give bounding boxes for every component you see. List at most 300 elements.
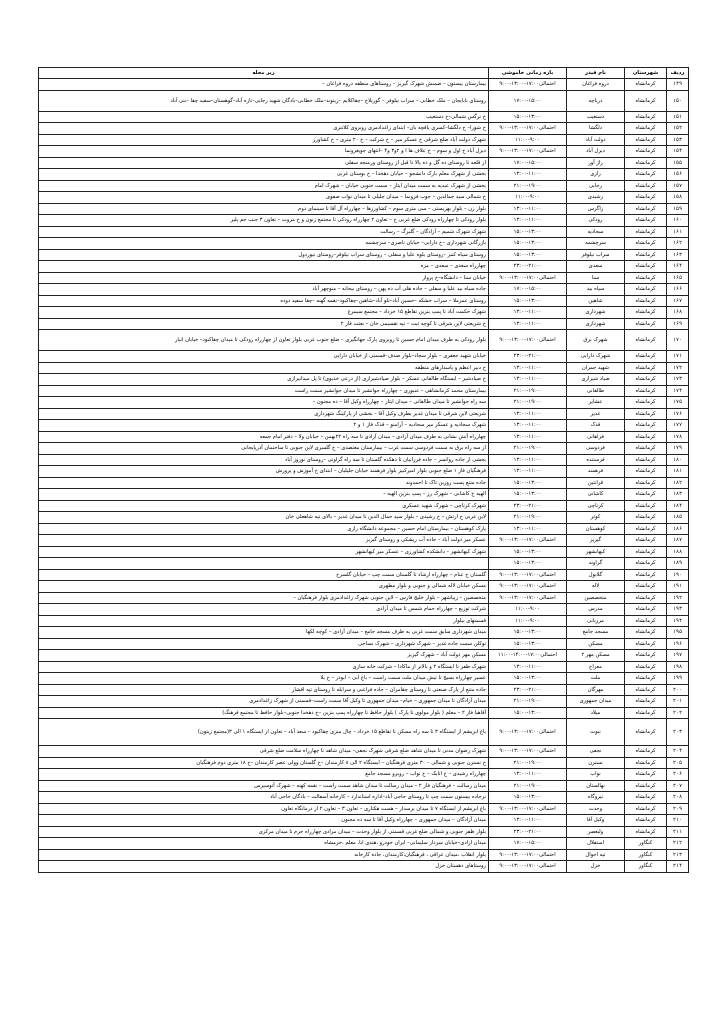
cell-city: کرمانشاه — [625, 111, 667, 123]
cell-row-number: ۱۹۷ — [667, 650, 689, 662]
cell-time: ۲۳:۰۰-۲۱:۰۰ — [489, 351, 567, 363]
cell-row-number: ۱۶۲ — [667, 238, 689, 250]
cell-row-number: ۱۷۹ — [667, 443, 689, 455]
cell-time: ۲۱:۰۰-۱۹:۰۰ — [489, 780, 567, 792]
cell-feeder: مدرس — [567, 604, 625, 616]
cell-row-number: ۱۶۶ — [667, 284, 689, 296]
header-row-number: ردیف — [667, 68, 689, 79]
cell-city: کرمانشاه — [625, 489, 667, 501]
table-row — [39, 180, 689, 192]
cell-time: ۱۵:۰۰-۱۳:۰۰ — [489, 673, 567, 685]
cell-row-number: ۱۹۲ — [667, 592, 689, 604]
cell-time: ۱۳:۰۰-۱۱:۰۰ — [489, 420, 567, 432]
cell-feeder: شاهین — [567, 295, 625, 307]
cell-area: خ صیادشیر – ایستگاه طالقانی عسکر – بلوار صیادشیرازی (از درعی خدیوی) تا پل میدانیرازی — [39, 374, 489, 386]
cell-feeder: دلگشا — [567, 123, 625, 135]
cell-row-number: ۲۱۳ — [667, 849, 689, 861]
cell-time: ۱۳:۰۰-۱۱:۰۰ — [489, 523, 567, 535]
cell-row-number: ۱۸۱ — [667, 466, 689, 478]
cell-area: روستای بابایجان – ملک خطابی – سراب نیلوفر – گوریلاج –چقاکلایم –زینوند–ملک خطابی–بادگان شهید رجایی–تازه آباد–گوهستان–سفید چقا –بنی آباد — [39, 90, 489, 111]
cell-row-number: ۱۸۰ — [667, 454, 689, 466]
cell-time: ۱۷:۰۰-۱۵:۰۰ — [489, 838, 567, 850]
cell-area: شهرک سجادیه و عسکر میر سجادیه – آرامنو – فدک فاز ۱ و ۲ — [39, 420, 489, 432]
cell-city: کرمانشاه — [625, 238, 667, 250]
cell-feeder: زاگرس — [567, 203, 625, 215]
cell-time: ۱۳:۰۰-۱۱:۰۰ — [489, 318, 567, 330]
cell-city: کرمانشاه — [625, 604, 667, 616]
cell-area: جاده سیاه بید علیا و سفلی – جاده هلی آب ده پهن – روستای بیجانه – منوچهر آباد — [39, 284, 489, 296]
cell-city: کرمانشاه — [625, 769, 667, 781]
cell-city: کرمانشاه — [625, 746, 667, 758]
cell-feeder: میدان جمهوری — [567, 696, 625, 708]
cell-row-number: ۱۸۵ — [667, 512, 689, 524]
cell-feeder: رازی — [567, 169, 625, 181]
cell-area: بلوار انقلاب ،میدان عراقی ، فرهنگیان،کارمندان، جاده کارخانه — [39, 849, 489, 861]
cell-feeder: دیزل آباد — [567, 146, 625, 158]
cell-time: ۱۵:۰۰-۱۳:۰۰ — [489, 638, 567, 650]
table-row — [39, 500, 689, 512]
cell-row-number: ۱۶۸ — [667, 307, 689, 319]
cell-city: کرمانشاه — [625, 351, 667, 363]
cell-area: شهرک کرناچی – شهرک شهید عسکری — [39, 500, 489, 512]
cell-area: بلوار رودکی به طرف میدان امام حسین تا روبروی پارک جهانگیری – ضلع جنوب غربی بلوار تعاون از چهارراه رودکی تا میدان چقاکبود– خیابان انبار — [39, 330, 489, 351]
cell-area: میدان شهرداری سابق سمت غربی به طرف مسجد جامع – میدان آزادی – کوچه لکها — [39, 627, 489, 639]
cell-row-number: ۲۰۶ — [667, 769, 689, 781]
cell-feeder: دروه فراغان — [567, 79, 625, 91]
cell-area: عسیر چهارراه بسیج تا تیش میدان ملت سمت راست – باغ ابی – ابوذر – خ بلا — [39, 673, 489, 685]
cell-city: کرمانشاه — [625, 318, 667, 330]
header-area: زیر محله — [39, 68, 489, 79]
cell-time: احتمالی۱۷:۰۰-۱۳:۰۰-۹:۰۰ — [489, 272, 567, 284]
cell-row-number: ۱۷۸ — [667, 431, 689, 443]
cell-city: کنگاور — [625, 838, 667, 850]
cell-city: کرمانشاه — [625, 215, 667, 227]
cell-time: ۱۵:۰۰-۱۳:۰۰ — [489, 238, 567, 250]
cell-feeder: شهرک دارایی — [567, 351, 625, 363]
cell-area: خ شورا– خ دلگشا–کسری یاقچه بان– ابتدای زاغدادمری روبروی کلانتری — [39, 123, 489, 135]
cell-feeder: کوهستان — [567, 523, 625, 535]
cell-time: ۲۱:۰۰-۱۹:۰۰ — [489, 385, 567, 397]
cell-time: احتمالی۱۷:۰۰-۱۳:۰۰-۹:۰۰ — [489, 719, 567, 746]
table-row — [39, 79, 689, 91]
cell-city: کرمانشاه — [625, 792, 667, 804]
cell-time: ۱۵:۰۰-۱۳:۰۰ — [489, 707, 567, 719]
table-row — [39, 454, 689, 466]
cell-area: آقاهیا فاز ۲ – معلم ( بلوار مولوی تا پارک ) بلوار حافظ تا چهارراه پمپ بنزین –خ دهخدا جنوبی–بلوار حافظ تا مجتمع فرهنگ) — [39, 707, 489, 719]
cell-feeder: عشایر — [567, 397, 625, 409]
cell-row-number: ۱۷۶ — [667, 408, 689, 420]
cell-row-number: ۱۵۳ — [667, 134, 689, 146]
table-row — [39, 673, 689, 685]
cell-area: شهرک کیهانشهر – دانشکده کشاورزی – عسکر میر کیهانشهر — [39, 546, 489, 558]
cell-area: مسکن مهر دولت آباد – شهرک گیریز — [39, 650, 489, 662]
cell-city: کرمانشاه — [625, 203, 667, 215]
table-row — [39, 592, 689, 604]
cell-time: ۱۵:۰۰-۱۳:۰۰ — [489, 792, 567, 804]
table-header-row — [39, 68, 689, 79]
cell-time: احتمالی۱۷:۰۰-۱۳:۰۰-۹:۰۰ — [489, 861, 567, 873]
cell-feeder: سراب نیلوفر — [567, 249, 625, 261]
cell-time: احتمالی۱۷:۰۰-۱۳:۰۰-۹:۰۰ — [489, 79, 567, 91]
cell-row-number: ۱۷۲ — [667, 362, 689, 374]
table-row — [39, 512, 689, 524]
table-row — [39, 111, 689, 123]
cell-city: کرمانشاه — [625, 397, 667, 409]
cell-city: کرمانشاه — [625, 684, 667, 696]
cell-area: بلوار رودکی تا چهارراه رودکی ضلع غربی خ – تعاون ۲ چهارراه رودکی تا مجتمع زنون و خ مروت – تعاون ۳ جنب جم پلیر — [39, 215, 489, 227]
cell-area: خ شمالی سید جمالدین – جوب فرونما – میدان جلیلی تا میدان نواب صفوی — [39, 192, 489, 204]
cell-row-number: ۱۵۴ — [667, 146, 689, 158]
table-row — [39, 443, 689, 455]
table-row — [39, 330, 689, 351]
table-row — [39, 318, 689, 330]
cell-time: ۱۱:۰۰-۹:۰۰ — [489, 604, 567, 616]
cell-time: ۱۳:۰۰-۱۱:۰۰ — [489, 408, 567, 420]
cell-row-number: ۱۴۹ — [667, 79, 689, 91]
cell-area: جاده متنع از پارک صنعتی تا روستای چقامران – جاده فراغنی و سرابله تا روستای تپه افشار — [39, 684, 489, 696]
cell-feeder: دریاچه — [567, 90, 625, 111]
table-row — [39, 477, 689, 489]
cell-row-number: ۱۶۷ — [667, 295, 689, 307]
cell-row-number: ۲۰۰ — [667, 684, 689, 696]
cell-area: عسکر میر دولت آباد – جاده آب ریشکی و روستای گیریز — [39, 535, 489, 547]
cell-area: شهرک دولت آباد ضلع شرقی خ عسکر میر – خ شرکت – خ ۲۰ متری – خ کشاورز — [39, 134, 489, 146]
table-row — [39, 769, 689, 781]
cell-city: کرمانشاه — [625, 673, 667, 685]
cell-feeder: سیاه بید — [567, 284, 625, 296]
cell-feeder: کاشانی — [567, 489, 625, 501]
cell-feeder: سرچشمه — [567, 238, 625, 250]
cell-city: کرمانشاه — [625, 815, 667, 827]
cell-city: کرمانشاه — [625, 408, 667, 420]
cell-feeder: مرزبانی — [567, 615, 625, 627]
cell-row-number: ۱۹۸ — [667, 661, 689, 673]
cell-feeder: فرستنده — [567, 454, 625, 466]
cell-city: کرمانشاه — [625, 226, 667, 238]
cell-area: روستای سیاه کمر –روستای یلوه علیا و سفلی – روستای سراب نیلوفر–روستای نیوردول — [39, 249, 489, 261]
cell-area: خ نسترن جنوبی و شمالی – ۳۰ متری فرهنگیان – ایستگاه ۲ الی ۸ کارمندان –خ گلستان وولی عصر کارمندان –خ ۱۸ متری دوم فرهنگیان — [39, 757, 489, 769]
cell-row-number: ۱۹۶ — [667, 638, 689, 650]
cell-area: از سه راه برق به سمت فردوسی سمت غرب – بیمارستان معتضدی – خ گلسری لاین جنوبی تا ساختمان آذرپایجانی — [39, 443, 489, 455]
cell-time: ۱۳:۰۰-۱۱:۰۰ — [489, 307, 567, 319]
cell-time: احتمالی۱۷:۰۰-۱۳:۰۰-۹:۰۰ — [489, 569, 567, 581]
table-row — [39, 746, 689, 758]
cell-time: ۱۱:۰۰-۹:۰۰ — [489, 615, 567, 627]
cell-city: کنگاور — [625, 849, 667, 861]
cell-row-number: ۱۸۸ — [667, 546, 689, 558]
cell-row-number: ۱۶۰ — [667, 215, 689, 227]
cell-time: ۲۱:۰۰-۱۹:۰۰ — [489, 512, 567, 524]
table-row — [39, 272, 689, 284]
cell-area: لاین غربی خ ارتش – خ رشیدی – بلوار سید جمال الدین تا میدان غدیر – بالای تپه شاهعلی خان — [39, 512, 489, 524]
table-row — [39, 838, 689, 850]
cell-area: چهارراه سعدی – سعدی – مزه — [39, 261, 489, 273]
cell-feeder: سنا — [567, 272, 625, 284]
cell-row-number: ۲۰۴ — [667, 746, 689, 758]
cell-feeder: کرناچی — [567, 500, 625, 512]
table-row — [39, 192, 689, 204]
cell-time: ۱۷:۰۰-۱۵:۰۰ — [489, 90, 567, 111]
cell-feeder: رودکی — [567, 215, 625, 227]
cell-city: کرمانشاه — [625, 362, 667, 374]
table-row — [39, 826, 689, 838]
cell-row-number: ۱۶۱ — [667, 226, 689, 238]
cell-city: کرمانشاه — [625, 696, 667, 708]
table-row — [39, 558, 689, 570]
cell-row-number: ۱۵۶ — [667, 169, 689, 181]
cell-city: کرمانشاه — [625, 454, 667, 466]
cell-city: کرمانشاه — [625, 650, 667, 662]
cell-area: توکلن سمت جاده غدیر – شهرک شهرداری – شهرک نساجی — [39, 638, 489, 650]
cell-row-number: ۱۶۵ — [667, 272, 689, 284]
cell-time: ۱۳:۰۰-۱۱:۰۰ — [489, 215, 567, 227]
cell-feeder: معراج — [567, 661, 625, 673]
cell-feeder: شهرک برق — [567, 330, 625, 351]
cell-time: ۱۷:۰۰-۱۵:۰۰ — [489, 284, 567, 296]
cell-feeder: فراهانی — [567, 431, 625, 443]
cell-row-number: ۱۷۱ — [667, 351, 689, 363]
cell-time: ۱۳:۰۰-۱۱:۰۰ — [489, 431, 567, 443]
cell-time: ۱۳:۰۰-۱۱:۰۰ — [489, 362, 567, 374]
cell-area: میدان آزادگان – میدان جمهوری – چهارراه وکیل آقا تا سه ده مجنون — [39, 815, 489, 827]
table-row — [39, 546, 689, 558]
table-row — [39, 307, 689, 319]
table-row — [39, 134, 689, 146]
cell-row-number: ۱۷۳ — [667, 374, 689, 386]
cell-city: کرمانشاه — [625, 385, 667, 397]
table-row — [39, 757, 689, 769]
cell-feeder: تپه احوال — [567, 849, 625, 861]
cell-feeder: ملت — [567, 673, 625, 685]
cell-city: کرمانشاه — [625, 295, 667, 307]
cell-time: ۱۵:۰۰-۱۳:۰۰ — [489, 295, 567, 307]
cell-feeder: شهرداری — [567, 307, 625, 319]
cell-time: ۱۵:۰۰-۱۳:۰۰ — [489, 558, 567, 570]
cell-time: ۱۱:۰۰-۹:۰۰ — [489, 192, 567, 204]
cell-time: احتمالی۱۷:۰۰-۱۳:۰۰-۹:۰۰ — [489, 592, 567, 604]
cell-feeder: سعدی — [567, 261, 625, 273]
cell-row-number: ۲۰۳ — [667, 719, 689, 746]
cell-city: کرمانشاه — [625, 627, 667, 639]
cell-city: کرمانشاه — [625, 500, 667, 512]
cell-feeder: وحدت — [567, 803, 625, 815]
cell-city: کرمانشاه — [625, 284, 667, 296]
table-row — [39, 696, 689, 708]
cell-row-number: ۱۸۶ — [667, 523, 689, 535]
cell-city: کرمانشاه — [625, 180, 667, 192]
cell-city: کرمانشاه — [625, 146, 667, 158]
cell-feeder: فردوسی — [567, 443, 625, 455]
cell-time: احتمالی۱۷:۰۰-۱۳:۰۰-۹:۰۰ — [489, 581, 567, 593]
cell-time: ۲۳:۰۰-۲۱:۰۰ — [489, 826, 567, 838]
cell-area: چهارراه رشیدی – خ اتابک – خ نواب – روبرو مسجد جامع — [39, 769, 489, 781]
cell-feeder: نسترن — [567, 757, 625, 769]
cell-row-number: ۱۶۴ — [667, 261, 689, 273]
cell-city: کرمانشاه — [625, 523, 667, 535]
header-feeder: نام فیدر — [567, 68, 625, 79]
cell-row-number: ۱۹۹ — [667, 673, 689, 685]
table-row — [39, 351, 689, 363]
cell-time: ۲۱:۰۰-۱۹:۰۰ — [489, 757, 567, 769]
table-row — [39, 803, 689, 815]
cell-city: کرمانشاه — [625, 261, 667, 273]
cell-city: کرمانشاه — [625, 803, 667, 815]
cell-time: ۲۱:۰۰-۱۹:۰۰ — [489, 696, 567, 708]
cell-area: قسمتهای بیلوار — [39, 615, 489, 627]
cell-time: ۱۳:۰۰-۱۱:۰۰ — [489, 454, 567, 466]
cell-time: احتمالی۱۷:۰۰-۱۳:۰۰-۹:۰۰ — [489, 849, 567, 861]
cell-time: احتمالی۱۷:۰۰-۱۳:۰۰-۹:۰۰ — [489, 803, 567, 815]
cell-row-number: ۱۹۰ — [667, 569, 689, 581]
table-row — [39, 123, 689, 135]
cell-row-number: ۲۰۹ — [667, 803, 689, 815]
cell-city: کرمانشاه — [625, 466, 667, 478]
cell-area: شهرک شهرک شمیم – آزادگان – گلبرگ – رسالت — [39, 226, 489, 238]
table-row — [39, 226, 689, 238]
cell-feeder: نبوت — [567, 719, 625, 746]
cell-time: ۲۳:۰۰-۲۱:۰۰ — [489, 261, 567, 273]
header-city: شهرستان — [625, 68, 667, 79]
table-row — [39, 203, 689, 215]
cell-feeder: خزل — [567, 861, 625, 873]
cell-row-number: ۱۸۷ — [667, 535, 689, 547]
cell-row-number: ۱۹۳ — [667, 604, 689, 616]
table-row — [39, 780, 689, 792]
cell-area: مسکن خیابان لاله شمالی و جنوبی و بلوار مطهری — [39, 581, 489, 593]
cell-feeder: شهرداری — [567, 318, 625, 330]
cell-feeder: سجادیه — [567, 226, 625, 238]
cell-area: بیمارستان بیستون – ضمنش شهرک گیریز – روستاهای منطقه دروه فراغان – — [39, 79, 489, 91]
cell-area: میدان رسالت – فرهنگیان فاز ۲ – میدان رسالت تا میدان شاهد سمت راست – نقمه کهنه – شهرک آتوسیرس — [39, 780, 489, 792]
cell-city: کرمانشاه — [625, 826, 667, 838]
table-row — [39, 90, 689, 111]
cell-time: احتمالی۱۷:۰۰-۱۳:۰۰-۹:۰۰ — [489, 123, 567, 135]
cell-city: کرمانشاه — [625, 512, 667, 524]
cell-city: کرمانشاه — [625, 661, 667, 673]
cell-city: کرمانشاه — [625, 558, 667, 570]
cell-feeder: غدیر — [567, 408, 625, 420]
table-row — [39, 535, 689, 547]
cell-area: شهرک ظفر تا ایستگاه ۲ و بالاتر از ماکادا – شرکت خانه سازی — [39, 661, 489, 673]
cell-feeder: صیاد شیرازی — [567, 374, 625, 386]
cell-area: بخشی از شهرک معلم بارک دانشجو – خیابان دهخدا – خ بوستان غربی — [39, 169, 489, 181]
cell-city: کرمانشاه — [625, 757, 667, 769]
cell-area: شهرک حکمت آباد تا پمپ بنزین تقاطع ۱۵ خرداد – مجتمع سیمرغ — [39, 307, 489, 319]
cell-row-number: ۲۰۷ — [667, 780, 689, 792]
cell-feeder: فدک — [567, 420, 625, 432]
cell-feeder: شهید جمران — [567, 362, 625, 374]
table-row — [39, 238, 689, 250]
cell-feeder: قرانتین — [567, 477, 625, 489]
cell-area: بیمارستان محمد کرمانشاهی – عنبوری – چهارراه جوانشیر تا میدان جوانشیر سمت راست — [39, 385, 489, 397]
cell-feeder: کوثر — [567, 512, 625, 524]
table-row — [39, 362, 689, 374]
cell-area: روستای عمرملا – سراب خشکه –حسین آباد–تلو آباد–شاهین–چقاکبود–نقمه گهنه –چقا سفید دوده — [39, 295, 489, 307]
cell-feeder: دولت آباد — [567, 134, 625, 146]
cell-time: ۱۳:۰۰-۱۱:۰۰ — [489, 203, 567, 215]
cell-row-number: ۲۱۰ — [667, 815, 689, 827]
cell-area: باغ ابریشم از ایستگاه ۷ تا میدان برسدار – هست هکتاری – تعاون ۳ – تعاون ۲ از درمانگاه تعاون — [39, 803, 489, 815]
cell-area: جاده متنع پست روزین تاک تا احمدوند — [39, 477, 489, 489]
cell-area: خ دبیر اعظم و پاسدارهای منطقه — [39, 362, 489, 374]
cell-row-number: ۱۵۱ — [667, 111, 689, 123]
cell-area: برجاده بیستون سمت چپ تا روستای حاجی آباد–اداره استاندارد – کارخانه آسفالت – بادگان حاجی آباد — [39, 792, 489, 804]
cell-area: خیابان سنا – دانشگاه–خ پرواز — [39, 272, 489, 284]
table-row — [39, 420, 689, 432]
cell-feeder: مسجد جامع — [567, 627, 625, 639]
cell-city: کرمانشاه — [625, 157, 667, 169]
cell-time: احتمالی۱۷:۰۰-۱۳:۰۰-۹:۰۰ — [489, 330, 567, 351]
cell-row-number: ۲۱۴ — [667, 861, 689, 873]
table-row — [39, 849, 689, 861]
cell-city: کرمانشاه — [625, 134, 667, 146]
cell-city: کرمانشاه — [625, 249, 667, 261]
cell-row-number: ۱۹۱ — [667, 581, 689, 593]
cell-area: متخصصین – زیباشهر – بلوار خلیج فارس – لاین جنوبی شهرک زاغدادمری بلوار فرهنگیان – — [39, 592, 489, 604]
cell-city: کرمانشاه — [625, 535, 667, 547]
cell-area: بخشی از جاده رواتسر – جاده فرزانیان تا دهکده گلستان تا سه راه گراونی –روستای نوروز آباد — [39, 454, 489, 466]
cell-area: پارک کوهستان – بیمارستان امام حسین – مجموعه دانشگاه رازی — [39, 523, 489, 535]
cell-time: احتمالی۱۷:۰۰-۱۳:۰۰-۹:۰۰ — [489, 746, 567, 758]
cell-time: ۱۵:۰۰-۱۳:۰۰ — [489, 627, 567, 639]
cell-row-number: ۱۸۴ — [667, 500, 689, 512]
cell-area: باغ ابریشم از ایستگاه ۳ تا سه راه مسکن تا تقاطع ۱۵ خرداد – چال منزی چقاکبود – سعد آباد – تعاون از ایستگاه ۱ الی ۳(مجتمع زیتون) — [39, 719, 489, 746]
cell-city: کرمانشاه — [625, 546, 667, 558]
cell-city: کرمانشاه — [625, 169, 667, 181]
cell-area: میدان ازادی–خیابان سردار سلیمانی– ایران خودرو ،هتدی ابا، معلم ،خرمشاه — [39, 838, 489, 850]
cell-city: کرمانشاه — [625, 581, 667, 593]
cell-row-number: ۱۷۰ — [667, 330, 689, 351]
table-row — [39, 815, 689, 827]
cell-area: الهیه خ کاشانی – شهرک رز – پمپ بنزین الهیه – — [39, 489, 489, 501]
cell-feeder: گلابول — [567, 569, 625, 581]
cell-row-number: ۱۷۷ — [667, 420, 689, 432]
table-row — [39, 374, 689, 386]
cell-feeder: نیروگاه — [567, 792, 625, 804]
cell-time: ۲۳:۰۰-۲۱:۰۰ — [489, 684, 567, 696]
cell-feeder: مسکن — [567, 638, 625, 650]
cell-row-number: ۱۵۲ — [667, 123, 689, 135]
cell-area: خ نرگس شمالی–خ دستغیب — [39, 111, 489, 123]
table-row — [39, 284, 689, 296]
cell-area: دیزل آباد خ اول و سوم – خ علاف ها ا و ۲و۳ و۴ –انتهای جویغرونما — [39, 146, 489, 158]
cell-city: کرمانشاه — [625, 420, 667, 432]
cell-city: کرمانشاه — [625, 443, 667, 455]
cell-city: کرمانشاه — [625, 780, 667, 792]
cell-row-number: ۱۵۵ — [667, 157, 689, 169]
cell-row-number: ۱۷۵ — [667, 397, 689, 409]
cell-time: احتمالی۱۷:۰۰-۱۳:۰۰-۹:۰۰ — [489, 146, 567, 158]
cell-time: ۱۵:۰۰-۱۳:۰۰ — [489, 111, 567, 123]
cell-row-number: ۲۱۱ — [667, 826, 689, 838]
cell-feeder: گیریز — [567, 535, 625, 547]
table-row — [39, 523, 689, 535]
cell-city: کنگاور — [625, 861, 667, 873]
outage-schedule-table — [38, 67, 689, 873]
cell-time: ۱۵:۰۰-۱۳:۰۰ — [489, 489, 567, 501]
cell-city: کرمانشاه — [625, 123, 667, 135]
cell-feeder: رشیدی — [567, 192, 625, 204]
cell-area: میدان آزادگان تا میدان جمهوری – خیام– میدان جمهوری تا وکیل آقا سمت راست–قسمتی از شهرک زاغدادمری — [39, 696, 489, 708]
cell-row-number: ۱۵۹ — [667, 203, 689, 215]
cell-feeder: استقلال — [567, 838, 625, 850]
cell-area: بازرگانی شهرداری –خ دارایی– خیابان ناصری– سرچشمه — [39, 238, 489, 250]
table-row — [39, 489, 689, 501]
cell-time: احتمالی۱۷:۰۰-۱۴:۰۰-۱۱:۰۰ — [489, 650, 567, 662]
cell-row-number: ۱۵۷ — [667, 180, 689, 192]
cell-city: کرمانشاه — [625, 330, 667, 351]
cell-city: کرمانشاه — [625, 272, 667, 284]
